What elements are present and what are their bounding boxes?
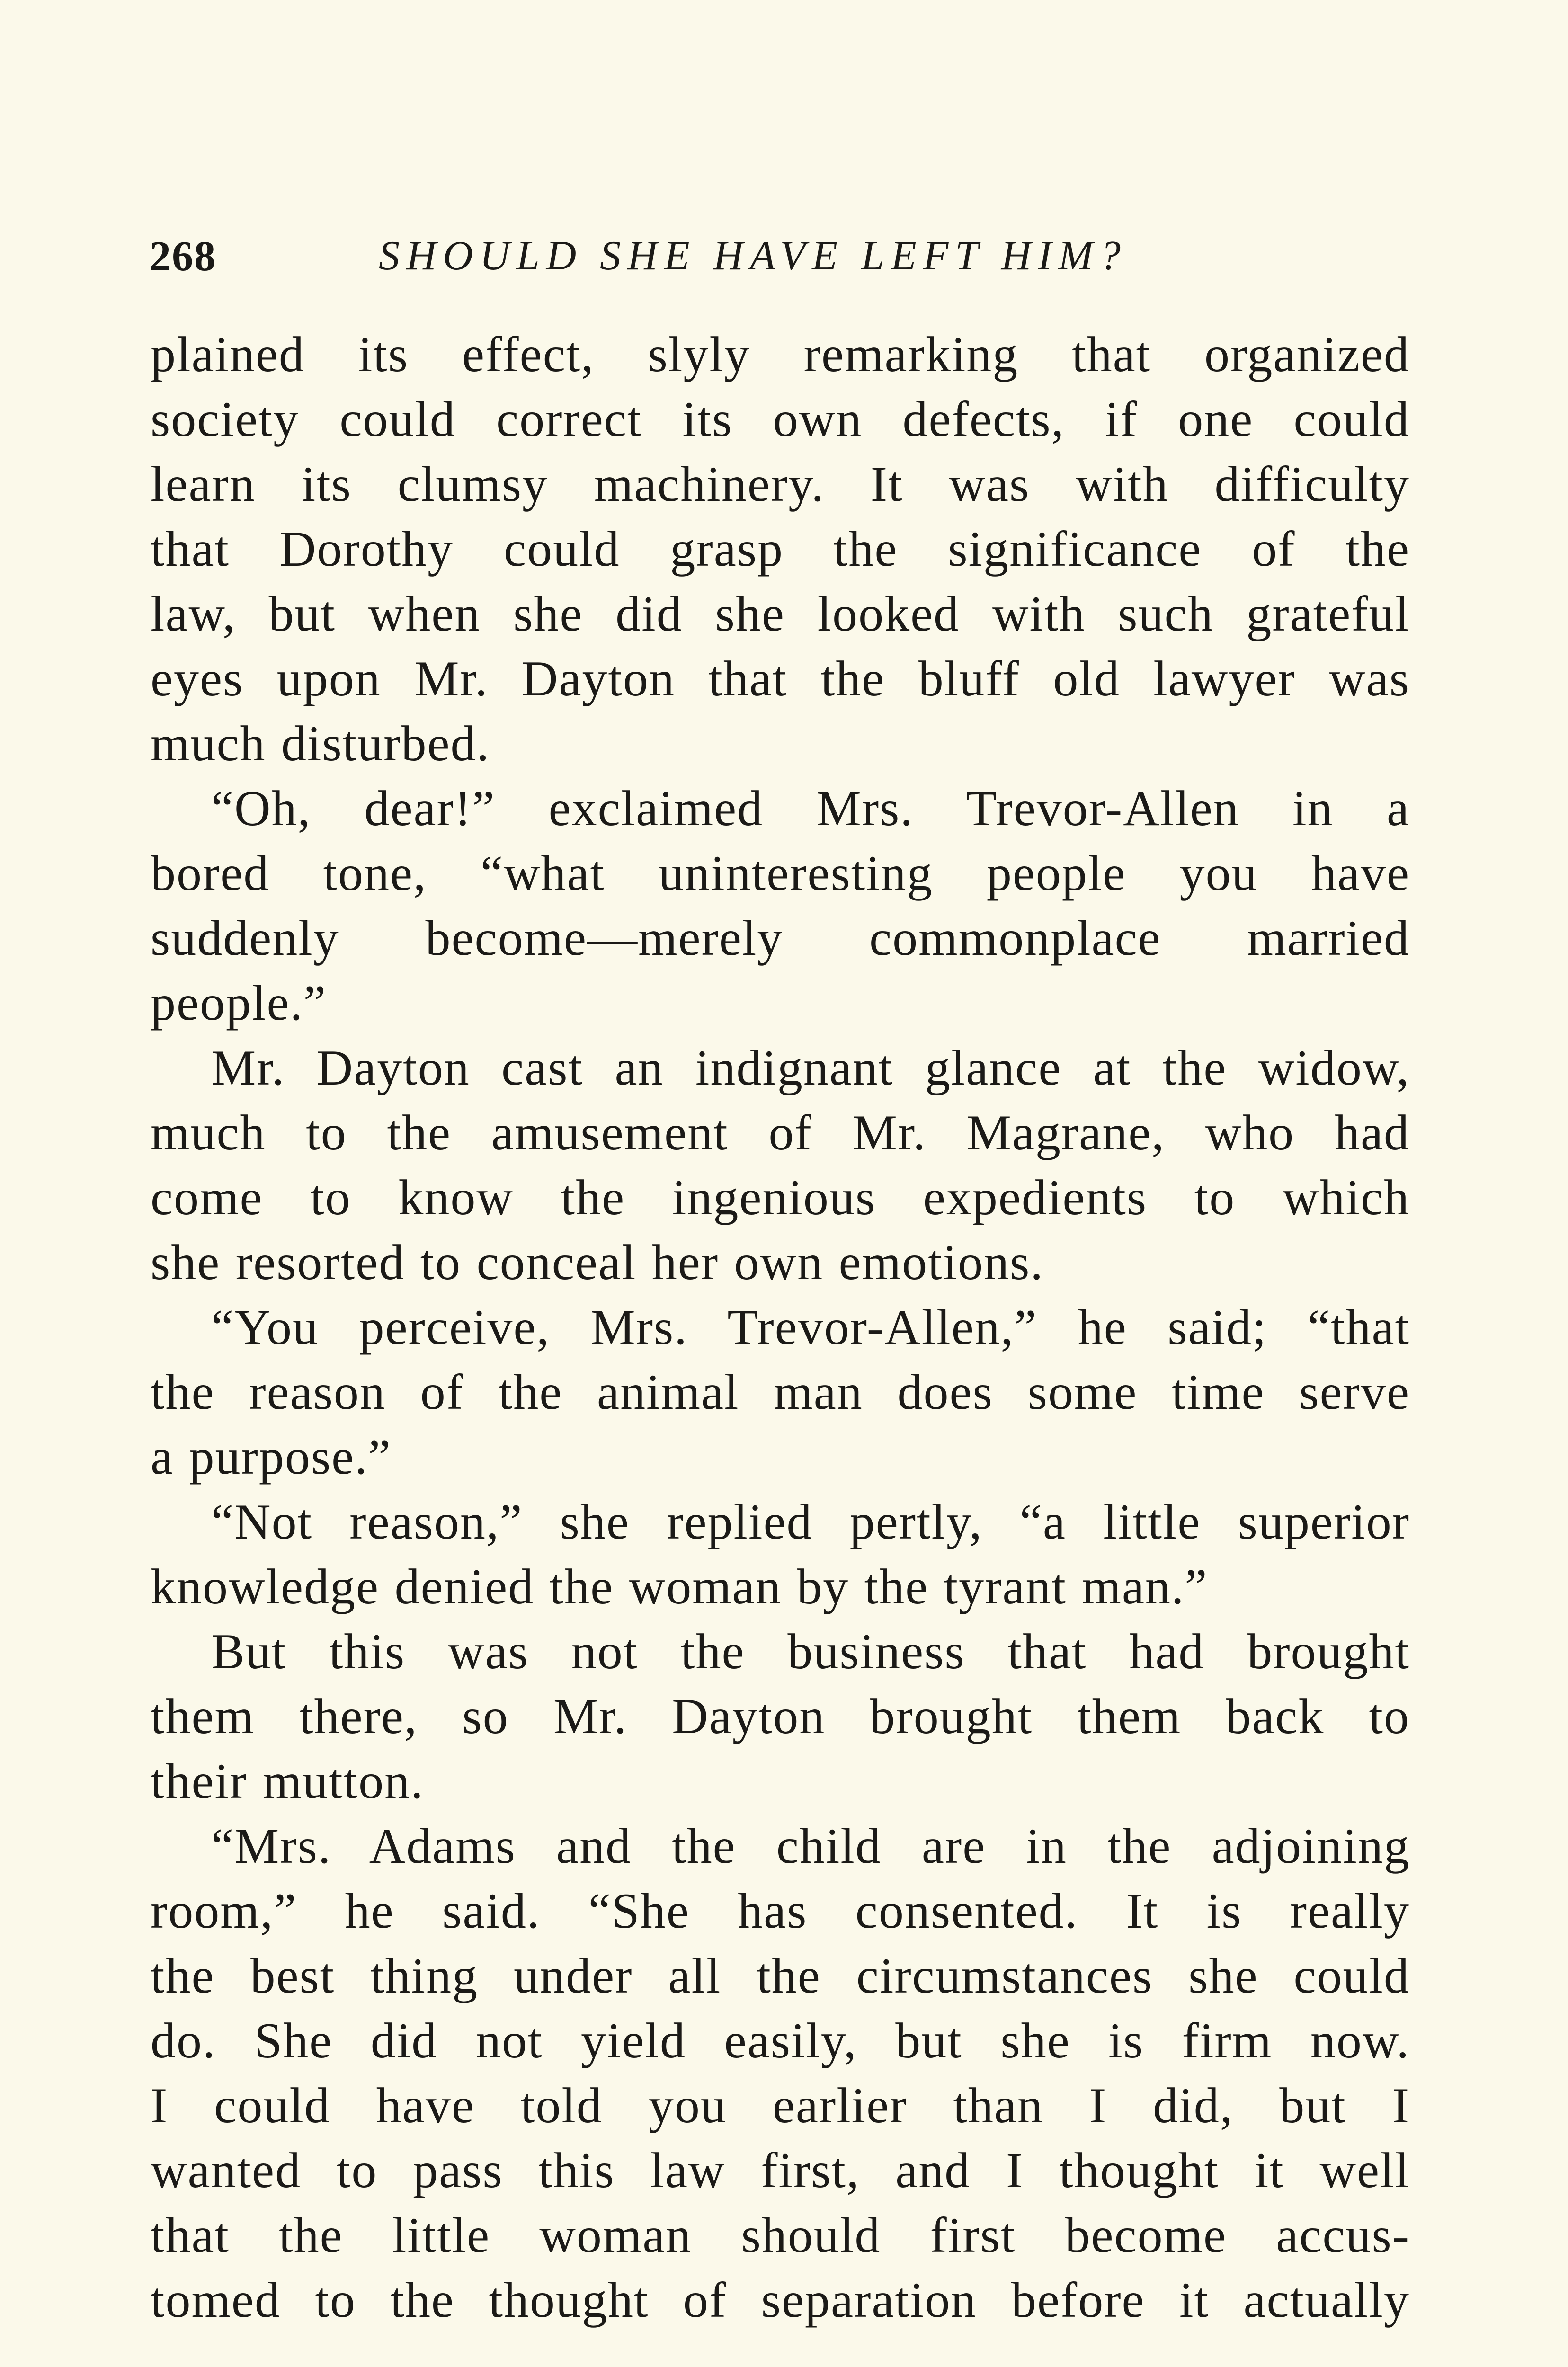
paragraph	[151, 1619, 1410, 1814]
text-line: suddenly become—merely commonplace married	[151, 910, 1410, 966]
text-line: I could have told you earlier than I did, but I	[151, 2078, 1410, 2133]
text-line: she resorted to conceal her own emotions.	[151, 1235, 1044, 1290]
text-line: learn its clumsy machinery. It was with difficulty	[151, 456, 1410, 512]
text-line: tomed to the thought of separation before it actually	[151, 2272, 1410, 2328]
text-line: them there, so Mr. Dayton brought them back to	[151, 1689, 1410, 1744]
text-line: “Not reason,” she replied pertly, “a little superior	[211, 1494, 1410, 1549]
text-line: the reason of the animal man does some time serve	[151, 1364, 1410, 1420]
text-line: do. She did not yield easily, but she is firm now.	[151, 2013, 1410, 2068]
running-title: SHOULD SHE HAVE LEFT HIM?	[379, 233, 1127, 279]
paragraph	[151, 1035, 1410, 1295]
text-line: society could correct its own defects, if one could	[151, 392, 1410, 447]
text-line: that the little woman should first become accus-	[151, 2207, 1410, 2263]
text-line: But this was not the business that had brought	[211, 1624, 1410, 1679]
paragraph	[151, 1489, 1410, 1619]
text-line: wanted to pass this law first, and I thought it well	[151, 2143, 1410, 2198]
text-line: a purpose.”	[151, 1429, 392, 1485]
text-line: “Oh, dear!” exclaimed Mrs. Trevor-Allen in a	[211, 781, 1410, 836]
text-line: eyes upon Mr. Dayton that the bluff old lawyer was	[151, 651, 1410, 706]
body-text	[151, 322, 1410, 2332]
text-line: people.”	[151, 975, 327, 1031]
text-line: Mr. Dayton cast an indignant glance at the widow,	[211, 1040, 1410, 1095]
running-head	[150, 222, 1409, 289]
text-line: knowledge denied the woman by the tyrant man.”	[151, 1559, 1208, 1614]
text-line: much to the amusement of Mr. Magrane, who had	[151, 1105, 1410, 1160]
text-line: plained its effect, slyly remarking that organized	[151, 327, 1410, 382]
text-line: room,” he said. “She has consented. It is really	[151, 1883, 1410, 1939]
page-number: 268	[150, 233, 216, 280]
text-line: bored tone, “what uninteresting people you have	[151, 845, 1410, 901]
text-line: “Mrs. Adams and the child are in the adjoining	[211, 1818, 1410, 1874]
paragraph	[151, 1295, 1410, 1489]
text-line: come to know the ingenious expedients to which	[151, 1170, 1410, 1225]
paragraph	[151, 322, 1410, 776]
text-line: much disturbed.	[151, 716, 490, 771]
text-line: law, but when she did she looked with such grateful	[151, 586, 1410, 641]
text-line: their mutton.	[151, 1753, 424, 1809]
paragraph	[151, 1814, 1410, 2332]
text-line: the best thing under all the circumstances she could	[151, 1948, 1410, 2003]
text-line: “You perceive, Mrs. Trevor-Allen,” he said; “that	[211, 1299, 1410, 1355]
text-line: that Dorothy could grasp the significance of the	[151, 521, 1410, 577]
paragraph	[151, 776, 1410, 1035]
